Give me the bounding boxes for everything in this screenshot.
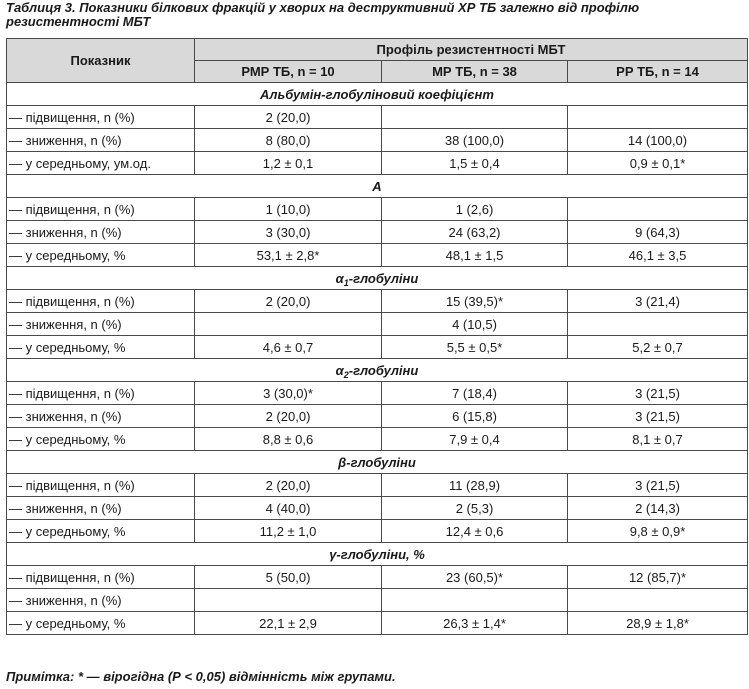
value-cell: 2 (20,0): [195, 290, 382, 313]
value-cell: 9,8 ± 0,9*: [568, 520, 748, 543]
value-cell: 12 (85,7)*: [568, 566, 748, 589]
value-cell: 3 (21,5): [568, 474, 748, 497]
row-label: — у середньому, %: [7, 244, 195, 267]
row-label: — зниження, n (%): [7, 497, 195, 520]
row-label: — підвищення, n (%): [7, 198, 195, 221]
value-cell: 4,6 ± 0,7: [195, 336, 382, 359]
table-body: [7, 83, 748, 635]
value-cell: 5,2 ± 0,7: [568, 336, 748, 359]
value-cell: 24 (63,2): [382, 221, 568, 244]
value-cell: 53,1 ± 2,8*: [195, 244, 382, 267]
table-row: [7, 382, 748, 405]
value-cell: [568, 589, 748, 612]
table-caption: Таблиця 3. Показники білкових фракцій у хворих на деструктивний ХР ТБ залежно від профілю резистентності МБТ: [6, 0, 640, 29]
table-row: [7, 474, 748, 497]
table-row: [7, 405, 748, 428]
value-cell: 23 (60,5)*: [382, 566, 568, 589]
value-cell: 3 (21,5): [568, 405, 748, 428]
table-row: [7, 313, 748, 336]
row-label: — зниження, n (%): [7, 589, 195, 612]
section-row: [7, 451, 748, 474]
value-cell: [195, 313, 382, 336]
section-title-main: Альбумін-глобуліновий коефіцієнт: [260, 86, 494, 102]
section-title-main: α: [335, 270, 344, 286]
value-cell: 38 (100,0): [382, 129, 568, 152]
value-cell: 8,1 ± 0,7: [568, 428, 748, 451]
section-title: [7, 359, 748, 382]
value-cell: 7 (18,4): [382, 382, 568, 405]
row-label: — підвищення, n (%): [7, 566, 195, 589]
value-cell: 15 (39,5)*: [382, 290, 568, 313]
section-row: [7, 359, 748, 382]
header-group-mr: МР ТБ, n = 38: [382, 61, 568, 83]
row-label: — у середньому, %: [7, 336, 195, 359]
row-label: — зниження, n (%): [7, 313, 195, 336]
table-row: [7, 520, 748, 543]
protein-fractions-table: [6, 38, 748, 635]
section-title: [7, 267, 748, 290]
table-row: [7, 566, 748, 589]
value-cell: 3 (21,5): [568, 382, 748, 405]
value-cell: 8,8 ± 0,6: [195, 428, 382, 451]
header-group-rr: РР ТБ, n = 14: [568, 61, 748, 83]
value-cell: 14 (100,0): [568, 129, 748, 152]
section-title: [7, 451, 748, 474]
section-title: [7, 83, 748, 106]
table-row: [7, 336, 748, 359]
row-label: — зниження, n (%): [7, 221, 195, 244]
section-title: [7, 543, 748, 566]
value-cell: 7,9 ± 0,4: [382, 428, 568, 451]
row-label: — у середньому, %: [7, 428, 195, 451]
table-row: [7, 428, 748, 451]
value-cell: 1,5 ± 0,4: [382, 152, 568, 175]
value-cell: 4 (10,5): [382, 313, 568, 336]
section-title-main: γ-глобуліни, %: [329, 546, 425, 562]
section-title-subscript: 1: [343, 277, 349, 288]
row-label: — у середньому, %: [7, 520, 195, 543]
value-cell: 8 (80,0): [195, 129, 382, 152]
value-cell: 1 (10,0): [195, 198, 382, 221]
value-cell: 9 (64,3): [568, 221, 748, 244]
table-row: [7, 497, 748, 520]
table-row: [7, 106, 748, 129]
value-cell: [568, 198, 748, 221]
table-note: Примітка: * — вірогідна (Р < 0,05) відмінність між групами.: [6, 669, 396, 684]
value-cell: 3 (30,0): [195, 221, 382, 244]
value-cell: 1 (2,6): [382, 198, 568, 221]
section-title: [7, 175, 748, 198]
row-label: — підвищення, n (%): [7, 290, 195, 313]
value-cell: [568, 106, 748, 129]
value-cell: 5,5 ± 0,5*: [382, 336, 568, 359]
value-cell: [195, 589, 382, 612]
row-label: — підвищення, n (%): [7, 382, 195, 405]
value-cell: 22,1 ± 2,9: [195, 612, 382, 635]
value-cell: 46,1 ± 3,5: [568, 244, 748, 267]
section-title-tail: -глобуліни: [348, 362, 419, 378]
section-row: [7, 175, 748, 198]
table-row: [7, 589, 748, 612]
section-row: [7, 543, 748, 566]
header-group-rmr: РМР ТБ, n = 10: [195, 61, 382, 83]
section-title-main: α: [335, 362, 344, 378]
table-row: [7, 244, 748, 267]
table-row: [7, 221, 748, 244]
value-cell: 1,2 ± 0,1: [195, 152, 382, 175]
section-title-main: β-глобуліни: [338, 454, 416, 470]
section-title-tail: -глобуліни: [348, 270, 419, 286]
value-cell: 2 (20,0): [195, 106, 382, 129]
table-row: [7, 612, 748, 635]
table-row: [7, 290, 748, 313]
value-cell: 2 (5,3): [382, 497, 568, 520]
section-title-subscript: 2: [343, 369, 349, 380]
value-cell: 5 (50,0): [195, 566, 382, 589]
value-cell: 4 (40,0): [195, 497, 382, 520]
row-label: — зниження, n (%): [7, 129, 195, 152]
value-cell: 28,9 ± 1,8*: [568, 612, 748, 635]
row-label: — підвищення, n (%): [7, 474, 195, 497]
value-cell: 48,1 ± 1,5: [382, 244, 568, 267]
value-cell: 2 (20,0): [195, 405, 382, 428]
row-label: — зниження, n (%): [7, 405, 195, 428]
value-cell: 0,9 ± 0,1*: [568, 152, 748, 175]
value-cell: [382, 106, 568, 129]
section-title-main: А: [372, 178, 382, 194]
header-indicator: Показник: [7, 39, 195, 83]
value-cell: 11,2 ± 1,0: [195, 520, 382, 543]
section-row: [7, 83, 748, 106]
row-label: — у середньому, ум.од.: [7, 152, 195, 175]
value-cell: 3 (21,4): [568, 290, 748, 313]
value-cell: 3 (30,0)*: [195, 382, 382, 405]
row-label: — у середньому, %: [7, 612, 195, 635]
value-cell: 12,4 ± 0,6: [382, 520, 568, 543]
section-row: [7, 267, 748, 290]
table-row: [7, 129, 748, 152]
value-cell: 11 (28,9): [382, 474, 568, 497]
table-row: [7, 152, 748, 175]
header-profile: Профіль резистентності МБТ: [195, 39, 748, 61]
value-cell: [382, 589, 568, 612]
value-cell: 6 (15,8): [382, 405, 568, 428]
table-row: [7, 198, 748, 221]
value-cell: 26,3 ± 1,4*: [382, 612, 568, 635]
value-cell: 2 (20,0): [195, 474, 382, 497]
row-label: — підвищення, n (%): [7, 106, 195, 129]
value-cell: [568, 313, 748, 336]
value-cell: 2 (14,3): [568, 497, 748, 520]
